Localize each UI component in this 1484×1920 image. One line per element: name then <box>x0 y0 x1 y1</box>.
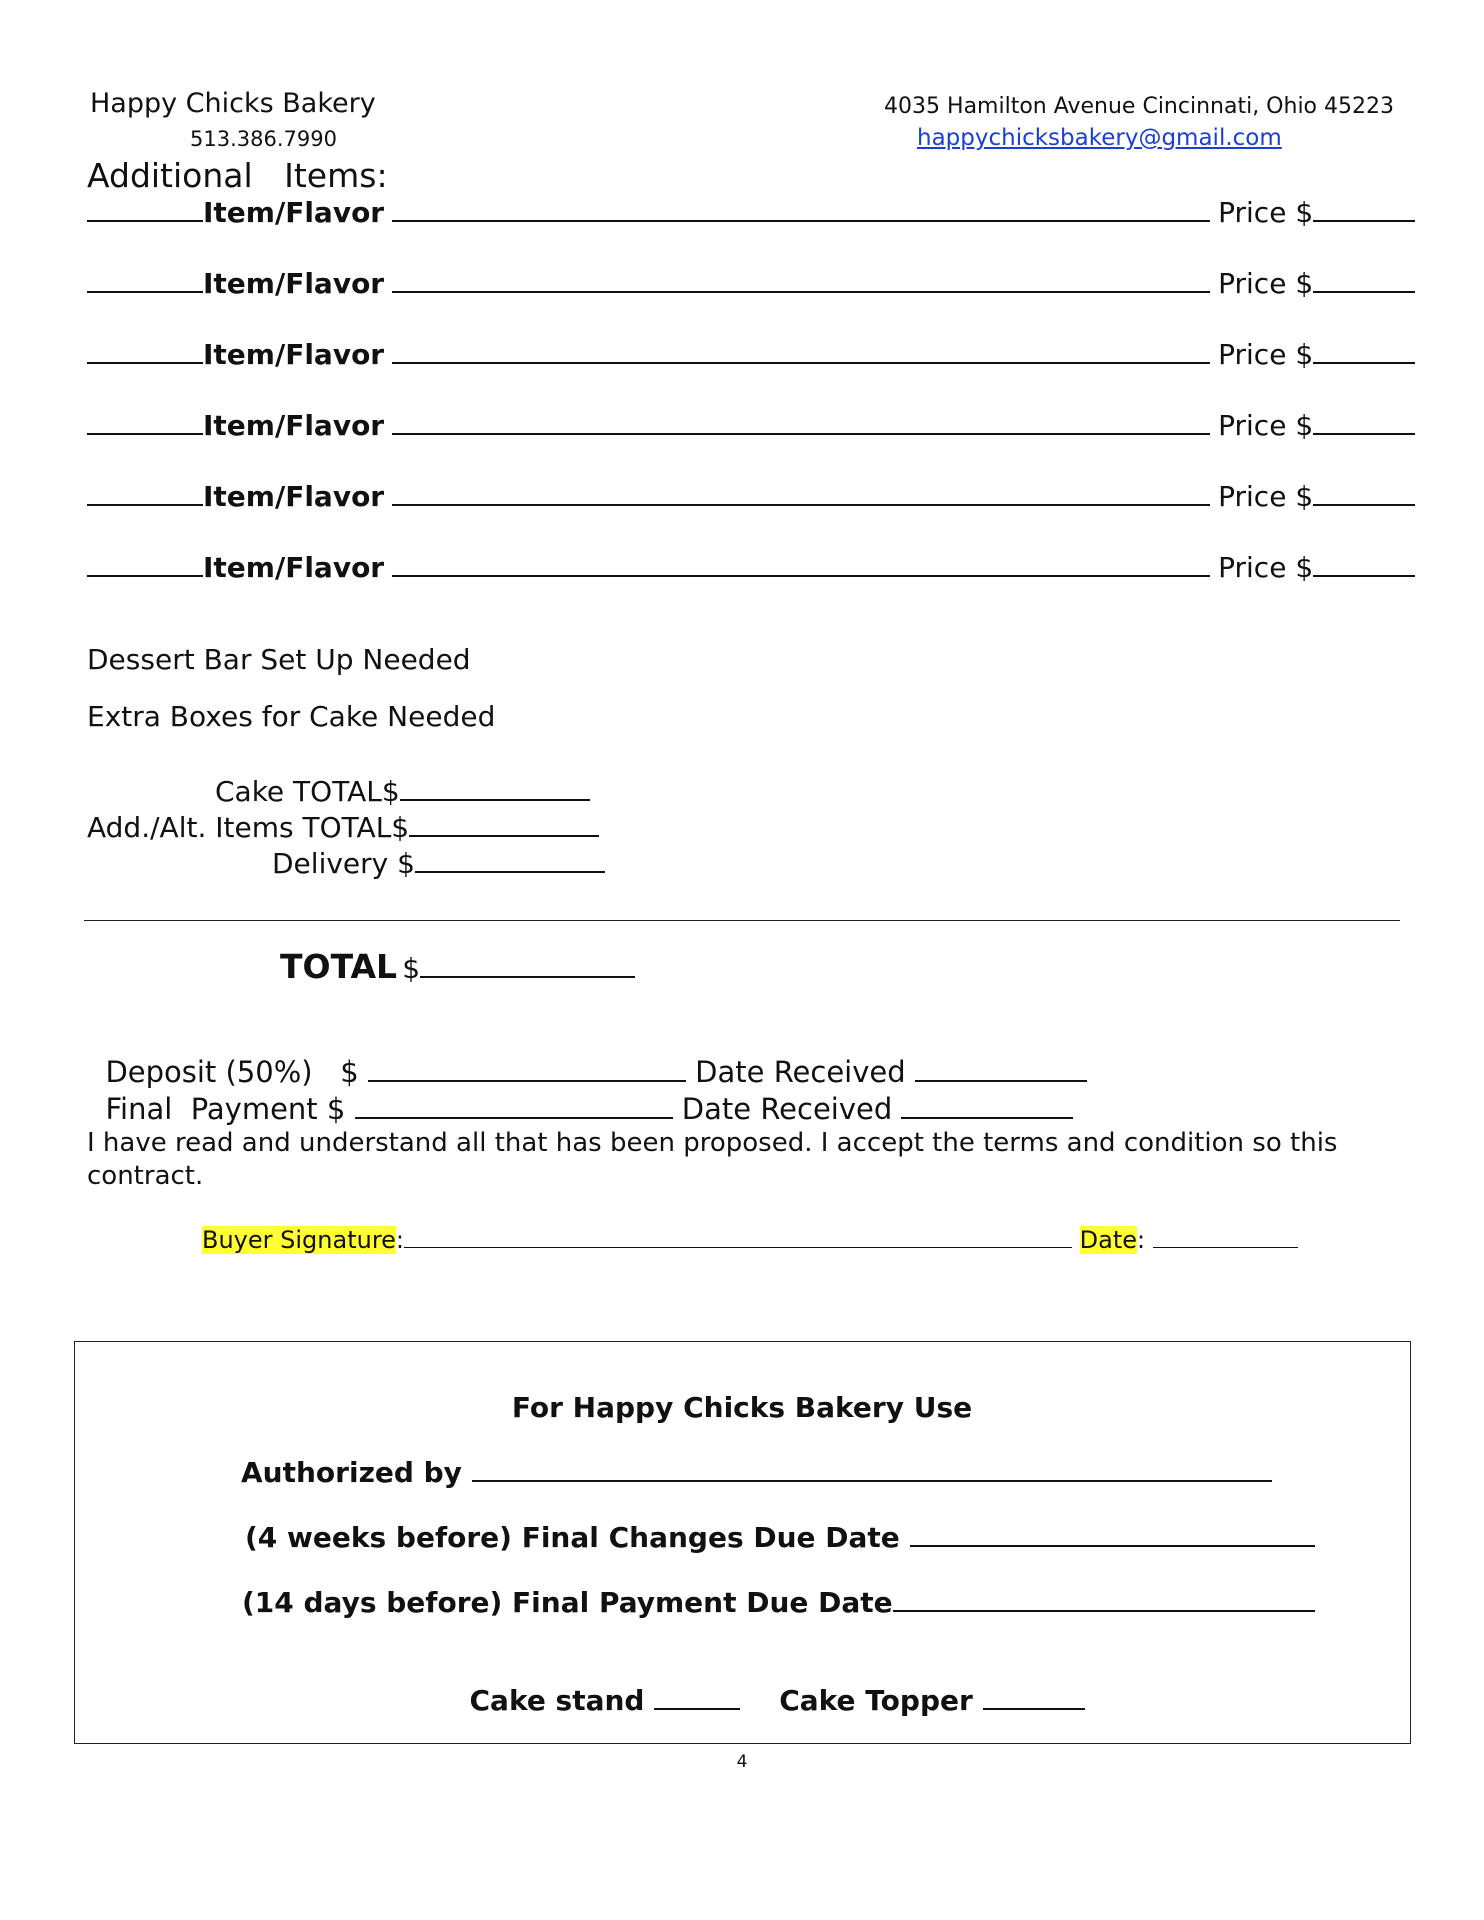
final-changes-line <box>245 1521 1315 1554</box>
bakery-address: 4035 Hamilton Avenue Cincinnati, Ohio 45223 <box>884 94 1394 119</box>
item-price-label: Price $ <box>1218 551 1314 584</box>
item-price-field[interactable] <box>1313 503 1415 506</box>
date-colon: : <box>1137 1226 1146 1254</box>
delivery-line <box>272 847 605 880</box>
item-flavor-label: Item/Flavor <box>203 338 385 371</box>
final-payment-due-label: (14 days before) Final Payment Due Date <box>242 1586 893 1619</box>
item-quantity-field[interactable] <box>87 574 203 577</box>
authorized-by-label: Authorized by <box>241 1456 462 1489</box>
final-payment-date-field[interactable] <box>901 1116 1073 1119</box>
section-title: Additional Items: <box>87 156 388 195</box>
item-flavor-label: Item/Flavor <box>203 196 385 229</box>
item-quantity-field[interactable] <box>87 219 203 222</box>
grand-total-label: TOTAL <box>280 947 398 986</box>
cake-accessories-line <box>450 1651 1085 1717</box>
cake-topper-field[interactable] <box>983 1707 1085 1710</box>
add-alt-total-field[interactable] <box>409 834 599 837</box>
authorized-by-line <box>241 1456 1272 1489</box>
signature-line <box>202 1226 1298 1254</box>
final-payment-line <box>87 1058 1073 1126</box>
item-price-label: Price $ <box>1218 409 1314 442</box>
add-alt-total-line <box>87 811 599 844</box>
signature-colon: : <box>395 1226 405 1254</box>
cake-total-field[interactable] <box>400 798 590 801</box>
final-changes-label: (4 weeks before) Final Changes Due Date <box>245 1521 900 1554</box>
cake-stand-field[interactable] <box>654 1707 740 1710</box>
item-quantity-field[interactable] <box>87 432 203 435</box>
item-row <box>87 267 1395 300</box>
item-row <box>87 338 1395 371</box>
item-row <box>87 409 1395 442</box>
item-row <box>87 196 1395 229</box>
item-description-field[interactable] <box>392 290 1210 293</box>
item-price-field[interactable] <box>1313 432 1415 435</box>
buyer-signature-field[interactable] <box>404 1246 1072 1248</box>
item-flavor-label: Item/Flavor <box>203 551 385 584</box>
item-description-field[interactable] <box>392 503 1210 506</box>
item-description-field[interactable] <box>392 574 1210 577</box>
item-quantity-field[interactable] <box>87 290 203 293</box>
item-price-field[interactable] <box>1313 361 1415 364</box>
signature-date-field[interactable] <box>1153 1246 1298 1248</box>
item-quantity-field[interactable] <box>87 361 203 364</box>
item-price-field[interactable] <box>1313 574 1415 577</box>
final-changes-field[interactable] <box>910 1544 1315 1547</box>
item-price-label: Price $ <box>1218 338 1314 371</box>
cake-total-label: Cake TOTAL$ <box>215 775 400 808</box>
office-use-title: For Happy Chicks Bakery Use <box>511 1391 973 1424</box>
item-description-field[interactable] <box>392 361 1210 364</box>
item-price-label: Price $ <box>1218 196 1314 229</box>
item-row <box>87 480 1395 513</box>
bakery-name: Happy Chicks Bakery <box>90 88 376 119</box>
item-quantity-field[interactable] <box>87 503 203 506</box>
deposit-date-label: Date Received <box>695 1055 906 1089</box>
signature-date-label: Date <box>1079 1226 1138 1254</box>
bakery-phone: 513.386.7990 <box>190 127 337 151</box>
page-number: 4 <box>736 1752 748 1772</box>
cake-stand-label: Cake stand <box>469 1684 645 1717</box>
final-payment-due-line <box>242 1586 1315 1619</box>
agreement-text: I have read and understand all that has been proposed. I accept the terms and condition so this contract. <box>87 1128 1338 1191</box>
item-flavor-label: Item/Flavor <box>203 409 385 442</box>
final-payment-field[interactable] <box>355 1116 673 1119</box>
item-flavor-label: Item/Flavor <box>203 267 385 300</box>
grand-total-field[interactable] <box>420 975 635 978</box>
final-payment-due-field[interactable] <box>893 1609 1315 1612</box>
grand-total-dollar: $ <box>402 952 421 985</box>
add-alt-total-label: Add./Alt. Items TOTAL$ <box>87 811 410 844</box>
extra-boxes-option: Extra Boxes for Cake Needed <box>87 700 496 733</box>
dessert-bar-option: Dessert Bar Set Up Needed <box>87 643 471 676</box>
item-price-field[interactable] <box>1313 290 1415 293</box>
final-payment-date-label: Date Received <box>681 1092 893 1126</box>
grand-total-line <box>280 947 635 986</box>
item-flavor-label: Item/Flavor <box>203 480 385 513</box>
authorized-by-field[interactable] <box>472 1479 1272 1482</box>
item-row <box>87 551 1395 584</box>
cake-topper-label: Cake Topper <box>779 1684 973 1717</box>
deposit-label: Deposit (50%) $ <box>105 1055 359 1089</box>
cake-total-line <box>215 775 590 808</box>
bakery-email-link[interactable]: happychicksbakery@gmail.com <box>917 125 1282 151</box>
item-price-label: Price $ <box>1218 480 1314 513</box>
item-price-label: Price $ <box>1218 267 1314 300</box>
section-divider <box>84 920 1400 921</box>
delivery-field[interactable] <box>415 870 605 873</box>
buyer-signature-label: Buyer Signature <box>202 1226 396 1254</box>
item-description-field[interactable] <box>392 432 1210 435</box>
final-payment-label: Final Payment $ <box>105 1092 346 1126</box>
item-price-field[interactable] <box>1313 219 1415 222</box>
delivery-label: Delivery $ <box>272 847 415 880</box>
item-description-field[interactable] <box>392 219 1210 222</box>
